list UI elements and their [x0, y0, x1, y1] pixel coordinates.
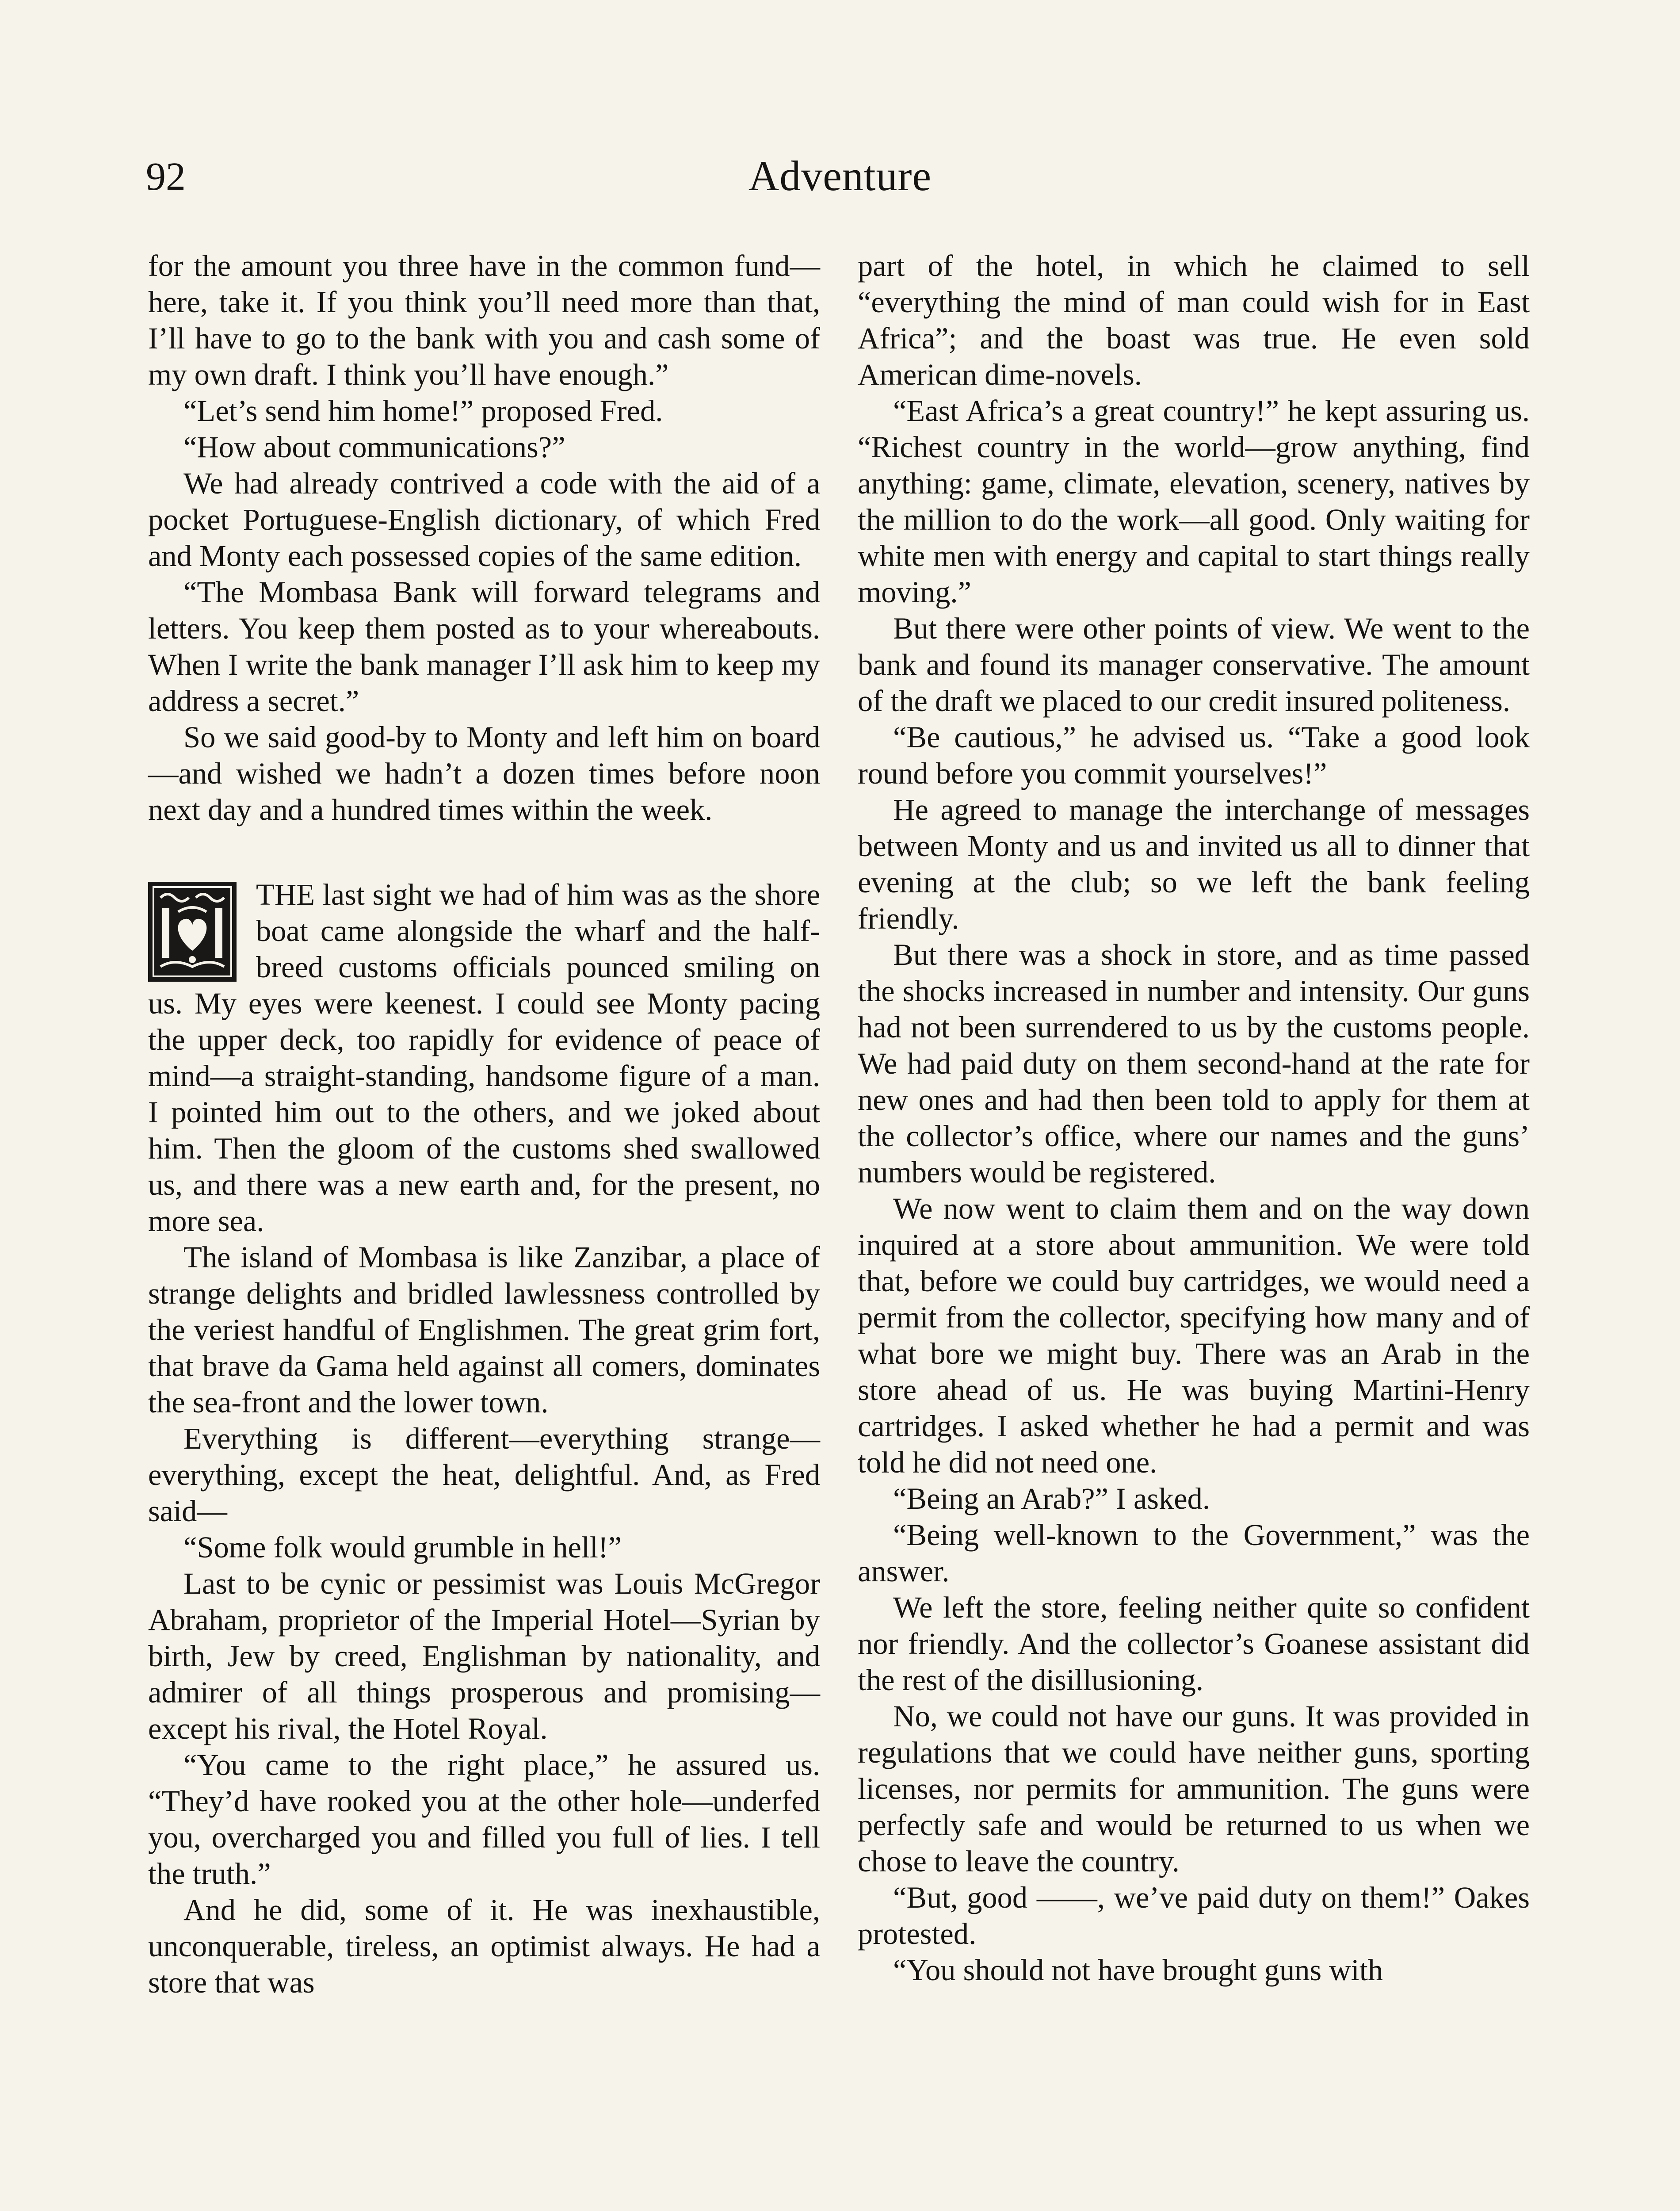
- paragraph-text: “You came to the right place,” he assured us. “They’d have rooked you at the other hole—underfed you, overcharged you and filled you full of lies. I tell the truth.”: [148, 1748, 820, 1890]
- paragraph: [858, 792, 1530, 937]
- paragraph-text: No, we could not have our guns. It was provided in regulations that we could have neither guns, sporting licenses, nor permits for ammunition. The guns were perfectly safe and would be returned to us when we chose to leave the country.: [858, 1699, 1530, 1878]
- paragraph-text: “The Mombasa Bank will forward telegrams and letters. You keep them posted as to your whereabouts. When I write the bank manager I’ll ask him to keep my address a secret.”: [148, 575, 820, 718]
- paragraph: [148, 429, 820, 465]
- paragraph-text: “How about communications?”: [183, 430, 565, 464]
- paragraph: [148, 574, 820, 719]
- paragraph: [858, 248, 1530, 393]
- paragraph-text: “Being well-known to the Government,” was the answer.: [858, 1518, 1530, 1588]
- page-number: 92: [146, 155, 186, 199]
- paragraph-text: We left the store, feeling neither quite so confident nor friendly. And the collector’s Goanese assistant did the rest of the disillusioning.: [858, 1591, 1530, 1697]
- right-column: [858, 248, 1530, 1988]
- paragraph: [858, 937, 1530, 1190]
- paragraph: [148, 465, 820, 574]
- paragraph: [858, 719, 1530, 792]
- paragraph-text: THE last sight we had of him was as the shore boat came alongside the wharf and the half-breed customs officials pounced smiling on us. My eyes were keenest. I could see Monty pacing the upper deck, too rapidly for evidence of peace of mind—a straight-standing, handsome figure of a man. I pointed him out to the others, and we joked about him. Then the gloom of the customs shed swallowed us, and there was a new earth and, for the present, no more sea.: [148, 878, 820, 1238]
- paragraph-text: “East Africa’s a great country!” he kept assuring us. “Richest country in the world—grow anything, find anything: game, climate, elevation, scenery, natives by the million to do the work—all good. Only waiting for white men with energy and capital to start things really moving.”: [858, 394, 1530, 609]
- paragraph: [148, 1529, 820, 1565]
- paragraph: [858, 1952, 1530, 1988]
- paragraph-text: “Being an Arab?” I asked.: [893, 1482, 1210, 1515]
- section-opening-paragraph: [148, 876, 820, 1239]
- paragraph: [148, 1892, 820, 2001]
- paragraph: [858, 1190, 1530, 1480]
- paragraph-text: “Be cautious,” he advised us. “Take a good look round before you commit yourselves!”: [858, 720, 1530, 790]
- paragraph-text: We now went to claim them and on the way down inquired at a store about ammunition. We were told that, before we could buy cartridges, we would need a permit from the collector, specifying how many and of what bore we might buy. There was an Arab in the store ahead of us. He was buying Martini-Henry cartridges. I asked whether he had a permit and was told he did not need one.: [858, 1192, 1530, 1479]
- left-column: [148, 248, 820, 2001]
- paragraph-text: “But, good ——, we’ve paid duty on them!” Oakes protested.: [858, 1881, 1530, 1951]
- paragraph-text: Everything is different—everything strange—everything, except the heat, delightful. And, as Fred said—: [148, 1422, 820, 1528]
- paragraph-text: for the amount you three have in the common fund—here, take it. If you think you’ll need more than that, I’ll have to go to the bank with you and cash some of my own draft. I think you’ll have enough.”: [148, 249, 820, 391]
- paragraph-text: So we said good-by to Monty and left him on board—and wished we hadn’t a dozen times before noon next day and a hundred times within the week.: [148, 720, 820, 826]
- paragraph: [148, 1565, 820, 1747]
- ornamental-drop-cap-icon: [148, 882, 237, 982]
- paragraph-text: “Some folk would grumble in hell!”: [183, 1530, 622, 1564]
- paragraph: [148, 393, 820, 429]
- paragraph: [148, 1239, 820, 1420]
- paragraph: [858, 1480, 1530, 1517]
- paragraph-text: But there were other points of view. We went to the bank and found its manager conservative. The amount of the draft we placed to our credit insured politeness.: [858, 612, 1530, 718]
- paragraph: [148, 1420, 820, 1529]
- paragraph-text: And he did, some of it. He was inexhaustible, unconquerable, tireless, an optimist always. He had a store that was: [148, 1893, 820, 1999]
- paragraph: [148, 719, 820, 828]
- paragraph: [858, 1879, 1530, 1952]
- paragraph: [858, 1589, 1530, 1698]
- paragraph: [148, 1747, 820, 1892]
- paragraph: [858, 393, 1530, 610]
- paragraph: [858, 1698, 1530, 1879]
- paragraph-text: The island of Mombasa is like Zanzibar, a place of strange delights and bridled lawlessness controlled by the veriest handful of Englishmen. The great grim fort, that brave da Gama held against all comers, dominates the sea-front and the lower town.: [148, 1240, 820, 1419]
- paragraph-text: He agreed to manage the interchange of messages between Monty and us and invited us all to dinner that evening at the club; so we left the bank feeling friendly.: [858, 793, 1530, 935]
- paragraph-text: We had already contrived a code with the aid of a pocket Portuguese-English dictionary, of which Fred and Monty each possessed copies of the same edition.: [148, 467, 820, 573]
- paragraph: [858, 1517, 1530, 1589]
- paragraph: [148, 248, 820, 393]
- paragraph-text: But there was a shock in store, and as time passed the shocks increased in number and intensity. Our guns had not been surrendered to us by the customs people. We had paid duty on them second-hand at the rate for new ones and had then been told to apply for them at the collector’s office, where our names and the guns’ numbers would be registered.: [858, 938, 1530, 1189]
- paragraph-text: Last to be cynic or pessimist was Louis McGregor Abraham, proprietor of the Imperial Hotel—Syrian by birth, Jew by creed, Englishman by nationality, and admirer of all things prosperous and promising—except his rival, the Hotel Royal.: [148, 1567, 820, 1745]
- paragraph-text: part of the hotel, in which he claimed to sell “everything the mind of man could wish for in East Africa”; and the boast was true. He even sold American dime-novels.: [858, 249, 1530, 391]
- paragraph-text: “You should not have brought guns with: [893, 1953, 1383, 1987]
- running-head: Adventure: [748, 152, 932, 199]
- paragraph-text: “Let’s send him home!” proposed Fred.: [183, 394, 663, 428]
- paragraph: [858, 610, 1530, 719]
